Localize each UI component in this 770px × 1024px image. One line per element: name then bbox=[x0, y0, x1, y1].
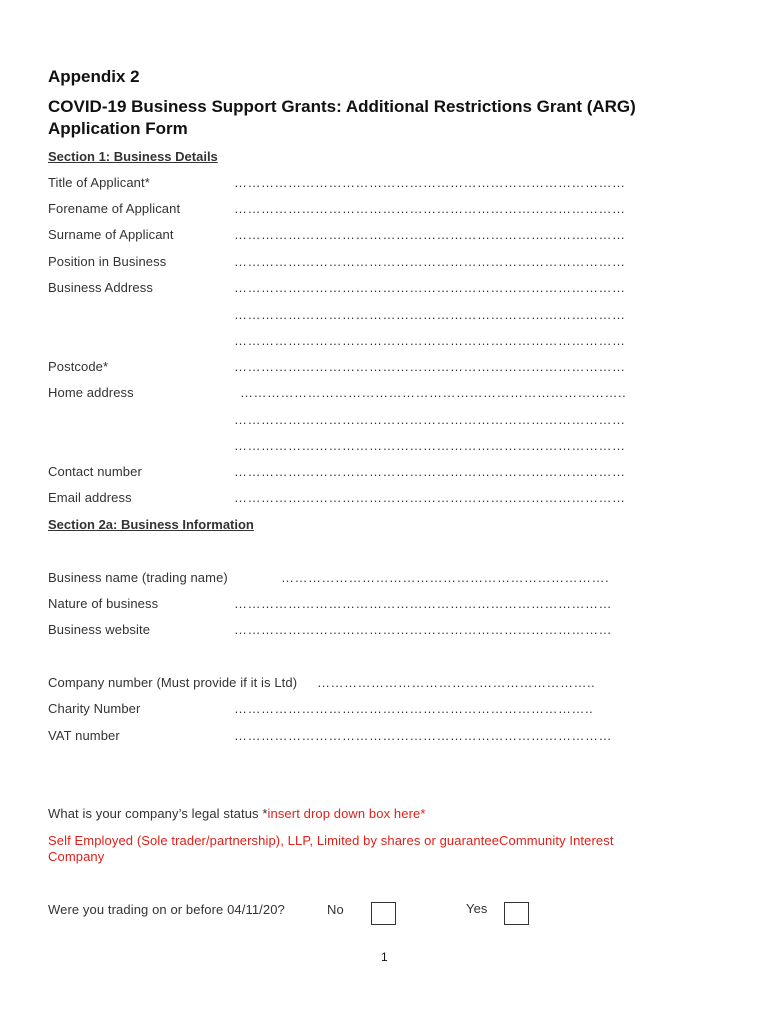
business-address-field-line-3[interactable]: …………………………………………………………………………… bbox=[234, 333, 626, 348]
home-address-field-line-3[interactable]: …………………………………………………………………………… bbox=[234, 438, 626, 453]
business-website-label: Business website bbox=[48, 622, 151, 637]
nature-of-business-field[interactable]: ………………………………………………………………………… bbox=[234, 596, 612, 611]
yes-option-label: Yes bbox=[466, 901, 488, 916]
charity-number-label: Charity Number bbox=[48, 701, 141, 716]
home-address-field-line-1[interactable]: ………………………………………………………………………….. bbox=[240, 385, 627, 400]
contact-number-field[interactable]: …………………………………………………………………………… bbox=[234, 464, 626, 479]
section-1-heading: Section 1: Business Details bbox=[48, 149, 218, 164]
legal-status-options-line-1[interactable]: Self Employed (Sole trader/partnership), LLP, Limited by shares or guaranteeCommunity Interest bbox=[48, 833, 614, 848]
business-address-field-line-2[interactable]: …………………………………………………………………………… bbox=[234, 307, 626, 322]
page-number: 1 bbox=[381, 950, 388, 964]
business-address-field-line-1[interactable]: …………………………………………………………………………… bbox=[234, 280, 626, 295]
company-number-field[interactable]: …………………………………………………….. bbox=[317, 675, 596, 690]
trading-name-label: Business name (trading name) bbox=[48, 570, 228, 585]
email-label: Email address bbox=[48, 490, 132, 505]
title-of-applicant-field[interactable]: …………………………………………………………………………… bbox=[234, 175, 626, 190]
nature-of-business-label: Nature of business bbox=[48, 596, 159, 611]
yes-checkbox[interactable] bbox=[504, 902, 529, 925]
legal-status-question bbox=[48, 806, 426, 821]
legal-status-options-line-2[interactable]: Company bbox=[48, 849, 105, 864]
forename-label: Forename of Applicant bbox=[48, 201, 181, 216]
section-2a-heading: Section 2a: Business Information bbox=[48, 517, 254, 532]
appendix-heading: Appendix 2 bbox=[48, 67, 140, 86]
email-field[interactable]: …………………………………………………………………………… bbox=[234, 490, 626, 505]
trading-before-date-question: Were you trading on or before 04/11/20? bbox=[48, 902, 285, 917]
no-option-label: No bbox=[327, 902, 344, 917]
company-number-label: Company number (Must provide if it is Ltd) bbox=[48, 675, 298, 690]
surname-label: Surname of Applicant bbox=[48, 227, 174, 242]
home-address-label: Home address bbox=[48, 385, 134, 400]
postcode-label: Postcode* bbox=[48, 359, 109, 374]
vat-number-label: VAT number bbox=[48, 728, 120, 743]
no-checkbox[interactable] bbox=[371, 902, 396, 925]
trading-name-field[interactable]: ………………………………………………………………. bbox=[281, 570, 610, 585]
home-address-field-line-2[interactable]: …………………………………………………………………………… bbox=[234, 412, 626, 427]
vat-number-field[interactable]: ………………………………………………………………………… bbox=[234, 728, 612, 743]
position-field[interactable]: …………………………………………………………………………… bbox=[234, 254, 626, 269]
business-address-label: Business Address bbox=[48, 280, 153, 295]
legal-status-question-text: What is your company’s legal status * bbox=[48, 806, 268, 821]
business-website-field[interactable]: ………………………………………………………………………… bbox=[234, 622, 612, 637]
form-title-line-2: Application Form bbox=[48, 119, 188, 138]
postcode-field[interactable]: …………………………………………………………………………… bbox=[234, 359, 626, 374]
contact-number-label: Contact number bbox=[48, 464, 142, 479]
insert-dropdown-note: insert drop down box here* bbox=[267, 806, 426, 821]
charity-number-field[interactable]: …………………………………………………………………….. bbox=[234, 701, 594, 716]
form-title-line-1: COVID-19 Business Support Grants: Additional Restrictions Grant (ARG) bbox=[48, 97, 636, 116]
forename-field[interactable]: …………………………………………………………………………… bbox=[234, 201, 626, 216]
position-label: Position in Business bbox=[48, 254, 167, 269]
title-of-applicant-label: Title of Applicant* bbox=[48, 175, 150, 190]
surname-field[interactable]: …………………………………………………………………………… bbox=[234, 227, 626, 242]
